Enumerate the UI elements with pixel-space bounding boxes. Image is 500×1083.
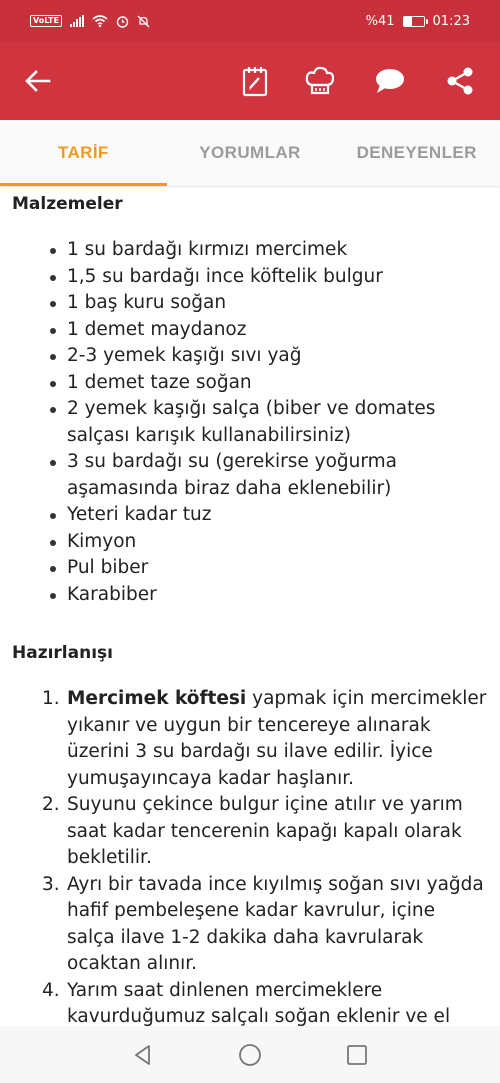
ingredient-item: Karabiber xyxy=(67,582,488,609)
ingredient-item: Yeteri kadar tuz xyxy=(67,502,488,529)
steps-list xyxy=(12,686,488,1026)
ingredient-item: 3 su bardağı su (gerekirse yoğurma aşamasında biraz daha eklenebilir) xyxy=(67,449,488,502)
system-nav-bar xyxy=(0,1026,500,1083)
ingredient-item: Pul biber xyxy=(67,555,488,582)
nav-home-button[interactable] xyxy=(234,1039,266,1071)
clock: 01:23 xyxy=(432,13,470,29)
ingredients-title: Malzemeler xyxy=(12,194,123,214)
comment-button[interactable] xyxy=(370,61,410,101)
step-text: Yarım saat dinlenen mercimeklere kavurduğumuz salçalı soğan eklenir ve el xyxy=(67,979,451,1026)
recipe-content[interactable] xyxy=(0,186,500,1026)
step-number: 3. xyxy=(42,873,60,895)
wifi-icon xyxy=(92,15,108,27)
circle-home-icon xyxy=(238,1043,262,1067)
nav-back-button[interactable] xyxy=(127,1039,159,1071)
mute-icon xyxy=(137,15,150,28)
battery-fill xyxy=(404,17,412,26)
tab-recipe[interactable]: TARİF xyxy=(0,120,167,186)
tab-tried[interactable]: DENEYENLER xyxy=(356,143,477,162)
alarm-icon xyxy=(116,15,129,28)
share-button[interactable] xyxy=(440,61,480,101)
step-bold-text: Mercimek köftesi xyxy=(67,688,247,709)
ingredient-item: 1 demet maydanoz xyxy=(67,317,488,344)
status-left xyxy=(30,15,150,28)
step-number: 4. xyxy=(42,979,60,1001)
volte-badge: VoLTE xyxy=(30,15,62,27)
ingredient-item: 1,5 su bardağı ince köftelik bulgur xyxy=(67,264,488,291)
ingredient-item: 2 yemek kaşığı salça (biber ve domates salçası karışık kullanabilirsiniz) xyxy=(67,396,488,449)
nav-recents-button[interactable] xyxy=(341,1039,373,1071)
step-text: Ayrı bir tavada ince kıyılmış soğan sıvı yağda hafif pembeleşene kadar kavrulur, içine salça ilave 1-2 dakika daha kavrularak ocaktan alınır. xyxy=(67,873,484,974)
step-text: yapmak için mercimekler yıkanır ve uygun bir tencereye alınarak üzerini 3 su bardağı su ilave edilir. İyice yumuşayıncaya kadar haşlanır. xyxy=(67,688,487,789)
tab-comments[interactable]: YORUMLAR xyxy=(199,143,301,162)
step-item xyxy=(42,792,488,872)
chef-button[interactable] xyxy=(300,61,340,101)
ingredient-item: 1 demet taze soğan xyxy=(67,370,488,397)
step-item xyxy=(42,872,488,978)
step-item xyxy=(42,978,488,1027)
ingredients-list xyxy=(12,237,488,608)
notes-button[interactable] xyxy=(235,61,275,101)
comment-icon xyxy=(374,67,406,95)
ingredient-item: 1 baş kuru soğan xyxy=(67,290,488,317)
back-button[interactable] xyxy=(18,61,58,101)
app-toolbar xyxy=(0,42,500,120)
status-bar xyxy=(0,0,500,42)
notes-icon xyxy=(241,65,269,97)
preparation-title: Hazırlanışı xyxy=(12,643,113,663)
back-arrow-icon xyxy=(25,70,51,92)
step-number: 1. xyxy=(42,688,60,709)
chef-hat-icon xyxy=(304,65,336,97)
step-item xyxy=(42,686,488,792)
triangle-back-icon xyxy=(132,1044,154,1066)
section-gap xyxy=(12,608,488,635)
tab-bar xyxy=(0,120,500,186)
step-text: Suyunu çekince bulgur içine atılır ve yarım saat kadar tencerenin kapağı kapalı olarak bekletilir. xyxy=(67,794,463,868)
ingredient-item: 1 su bardağı kırmızı mercimek xyxy=(67,237,488,264)
ingredient-item: Kimyon xyxy=(67,529,488,556)
share-icon xyxy=(445,66,475,96)
battery-percent: %41 xyxy=(365,13,395,29)
status-right xyxy=(366,14,470,29)
ingredient-item: 2-3 yemek kaşığı sıvı yağ xyxy=(67,343,488,370)
step-number: 2. xyxy=(42,794,60,815)
battery-icon xyxy=(403,16,425,27)
signal-icon xyxy=(70,15,84,27)
square-recents-icon xyxy=(346,1044,368,1066)
